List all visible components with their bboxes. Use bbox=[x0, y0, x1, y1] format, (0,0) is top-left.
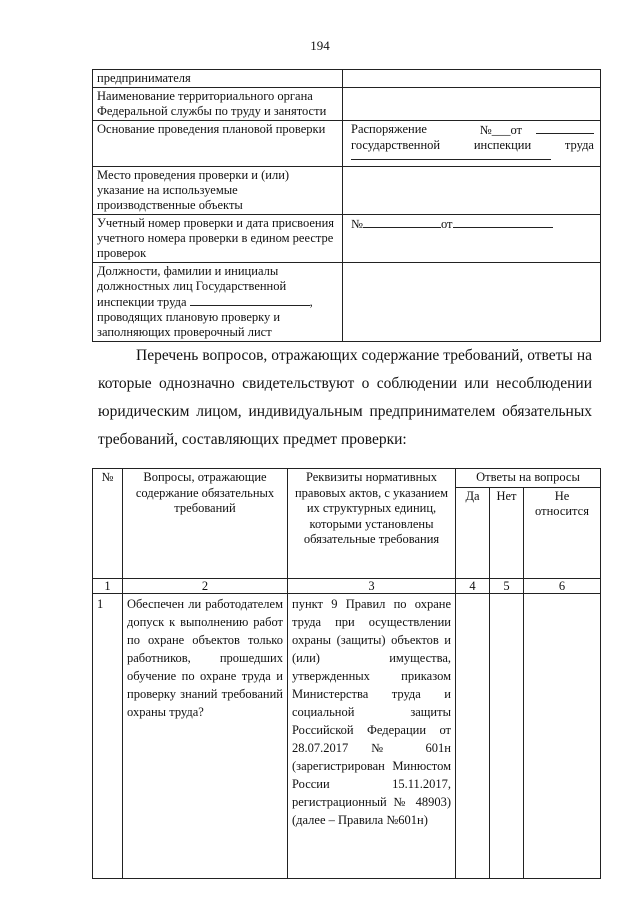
table-row bbox=[93, 215, 601, 263]
info-cell-value bbox=[343, 70, 601, 88]
inspection-info-table bbox=[92, 69, 601, 342]
registry-date-label: от bbox=[440, 217, 453, 231]
table-row bbox=[93, 70, 601, 88]
info-cell-value bbox=[343, 167, 601, 215]
order-underline bbox=[351, 153, 551, 160]
registry-number-label: № bbox=[351, 217, 363, 231]
checklist-questions-table bbox=[92, 468, 601, 879]
column-number-row bbox=[93, 578, 601, 593]
requisites-text: пункт 9 Правил по охране труда при осуществлении охраны (защиты) объектов и (или) имущества, утвержденных приказом Министерства труда и социальной защиты Российской Федерации от 28.07.2017 № 601н (зарегистрирован Минюстом России 15.11.2017, регистрационный № 48903) (далее – Правила №601н) bbox=[288, 593, 456, 878]
order-text-3: труда bbox=[564, 138, 594, 152]
info-cell-value bbox=[343, 263, 601, 342]
order-text-2: инспекции bbox=[473, 138, 532, 152]
column-number: 3 bbox=[288, 578, 456, 593]
info-cell-label: Основание проведения плановой проверки bbox=[93, 121, 343, 167]
order-number-label: №___от bbox=[479, 123, 522, 137]
table-row bbox=[93, 121, 601, 167]
info-cell-label: Наименование территориального органа Федеральной службы по труду и занятости bbox=[93, 88, 343, 121]
question-text: Обеспечен ли работодателем допуск к выполнению работ по охране объектов только работников, прошедших обучение по охране труда и проверку знаний требований охраны труда? bbox=[123, 593, 288, 878]
header-question: Вопросы, отражающие содержание обязательных требований bbox=[123, 469, 288, 579]
table-row bbox=[93, 88, 601, 121]
checklist-intro-paragraph: Перечень вопросов, отражающих содержание требований, ответы на которые однозначно свидетельствуют о соблюдении или несоблюдении юридическим лицом, индивидуальным предпринимателем обязательных требований, составляющих предмет проверки: bbox=[98, 347, 592, 448]
question-number: 1 bbox=[93, 593, 123, 878]
column-number: 6 bbox=[524, 578, 601, 593]
info-cell-value bbox=[343, 88, 601, 121]
officials-label-line1: Должности, фамилии и инициалы должностных лиц Государственной инспекции труда bbox=[97, 264, 287, 309]
header-yes: Да bbox=[456, 487, 490, 578]
table-row bbox=[93, 167, 601, 215]
info-cell-label: Место проведения проверки и (или) указание на используемые производственные объекты bbox=[93, 167, 343, 215]
officials-label-line2: проводящих плановую проверку и заполняющих проверочный лист bbox=[97, 310, 281, 339]
column-number: 4 bbox=[456, 578, 490, 593]
order-text-1: государственной bbox=[351, 138, 441, 152]
registry-date-line bbox=[453, 216, 553, 228]
answer-yes-cell[interactable] bbox=[456, 593, 490, 878]
registry-number-line bbox=[363, 216, 441, 228]
info-cell-label: Учетный номер проверки и дата присвоения учетного номера проверки в едином реестре проверок bbox=[93, 215, 343, 263]
page-number: 194 bbox=[310, 38, 330, 53]
registry-number-cell bbox=[343, 215, 601, 263]
column-number: 5 bbox=[490, 578, 524, 593]
header-no: Нет bbox=[490, 487, 524, 578]
order-reference-cell bbox=[343, 121, 601, 167]
column-number: 1 bbox=[93, 578, 123, 593]
column-number: 2 bbox=[123, 578, 288, 593]
officials-blank-line bbox=[190, 294, 310, 306]
table-row bbox=[93, 263, 601, 342]
header-not-applicable: Не относится bbox=[524, 487, 601, 578]
info-cell-label: Должности, фамилии и инициалы должностных лиц Государственной инспекции труда , проводящих плановую проверку и заполняющих проверочный лист bbox=[93, 263, 343, 342]
order-label: Распоряжение bbox=[351, 122, 427, 136]
header-requisites: Реквизиты нормативных правовых актов, с указанием их структурных единиц, которыми установлены обязательные требования bbox=[288, 469, 456, 579]
table-row bbox=[93, 593, 601, 878]
header-num: № bbox=[93, 469, 123, 579]
header-answers: Ответы на вопросы bbox=[456, 469, 601, 488]
info-cell-label: предпринимателя bbox=[93, 70, 343, 88]
answer-no-cell[interactable] bbox=[490, 593, 524, 878]
table-header-row bbox=[93, 469, 601, 488]
answer-not-applicable-cell[interactable] bbox=[524, 593, 601, 878]
order-date-line bbox=[536, 122, 594, 134]
